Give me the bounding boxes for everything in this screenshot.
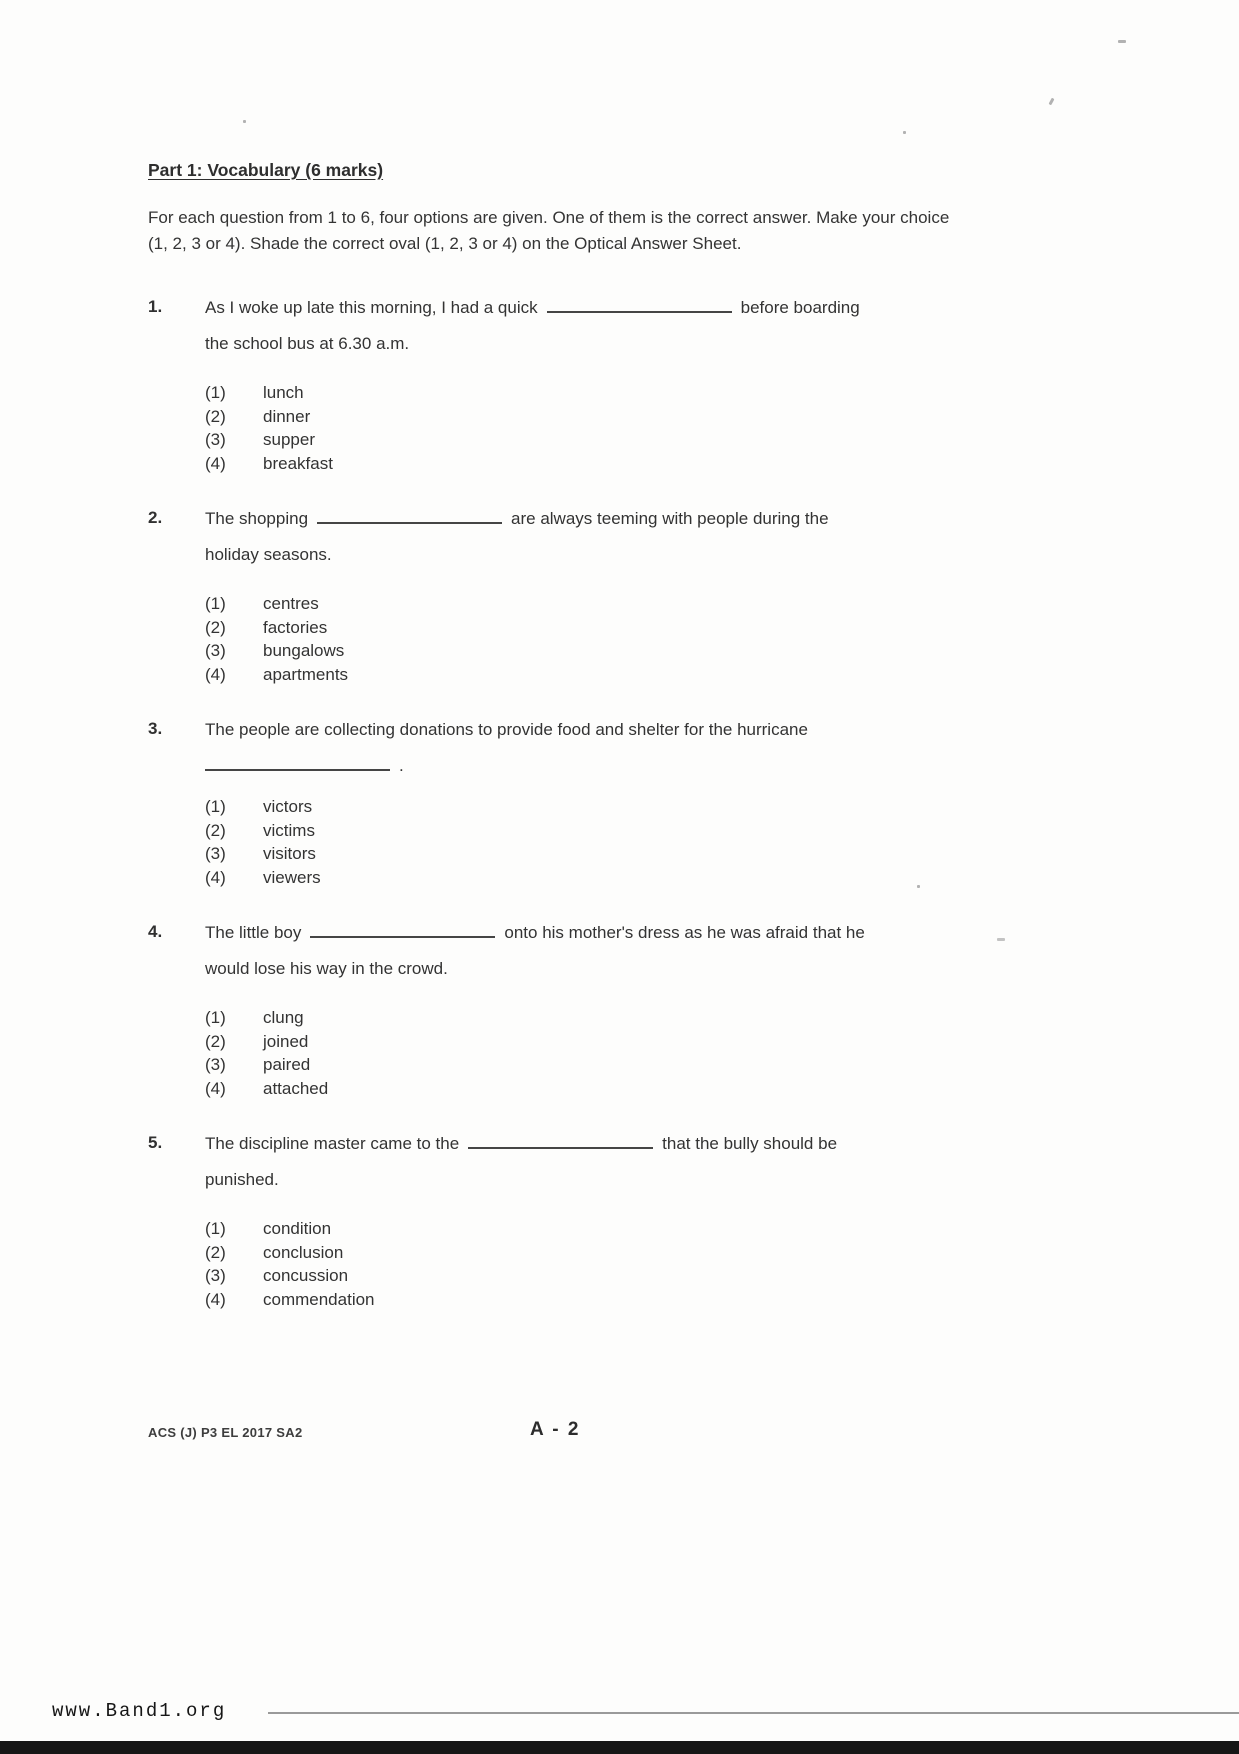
option-text: visitors xyxy=(263,844,316,863)
question-text-line2: would lose his way in the crowd. xyxy=(205,959,448,978)
question-text: The people are collecting donations to provide food and shelter for the hurricane xyxy=(205,720,808,739)
option-row xyxy=(205,819,966,843)
question-4 xyxy=(148,922,966,1100)
question-number: 2. xyxy=(148,508,163,527)
scan-artifact xyxy=(997,938,1005,941)
option-number: (2) xyxy=(205,820,226,840)
question-text-before-blank: The shopping xyxy=(205,509,309,528)
option-text: factories xyxy=(263,617,328,637)
option-number: (3) xyxy=(205,1266,226,1285)
option-text: joined xyxy=(263,1031,309,1051)
option-row xyxy=(205,405,966,429)
option-row xyxy=(205,616,966,640)
question-3 xyxy=(148,719,966,889)
option-text: victims xyxy=(263,820,315,840)
scan-artifact xyxy=(243,120,246,123)
option-number: (4) xyxy=(205,1289,226,1309)
option-number: (4) xyxy=(205,453,226,473)
scan-artifact xyxy=(1118,40,1126,43)
option-text: breakfast xyxy=(263,453,333,473)
option-row xyxy=(205,639,966,663)
question-5 xyxy=(148,1133,966,1311)
section-heading: Part 1: Vocabulary (6 marks) xyxy=(148,160,384,180)
question-text xyxy=(205,297,966,319)
option-row xyxy=(205,866,966,890)
option-number: (1) xyxy=(205,383,226,402)
option-row xyxy=(205,592,966,616)
option-row xyxy=(205,381,966,405)
option-number: (3) xyxy=(205,844,226,863)
option-number: (1) xyxy=(205,594,226,613)
option-number: (2) xyxy=(205,617,226,637)
answer-blank xyxy=(468,1133,653,1149)
option-text: bungalows xyxy=(263,641,345,660)
question-text-line2: holiday seasons. xyxy=(205,545,332,564)
scan-artifact xyxy=(903,131,906,134)
blank-suffix: . xyxy=(399,756,404,775)
option-text: clung xyxy=(263,1008,304,1027)
option-row xyxy=(205,842,966,866)
option-number: (1) xyxy=(205,797,226,816)
option-text: supper xyxy=(263,430,315,449)
question-text-before-blank: The little boy xyxy=(205,923,302,942)
answer-blank xyxy=(205,755,390,771)
question-text-before-blank: As I woke up late this morning, I had a quick xyxy=(205,298,538,317)
option-number: (1) xyxy=(205,1008,226,1027)
question-text-after-blank: are always teeming with people during the xyxy=(511,509,829,528)
option-row xyxy=(205,795,966,819)
option-number: (3) xyxy=(205,1055,226,1074)
option-number: (2) xyxy=(205,1031,226,1051)
answer-blank xyxy=(310,922,495,938)
option-text: commendation xyxy=(263,1289,375,1309)
scan-artifact xyxy=(1049,98,1055,106)
options-list xyxy=(205,592,966,686)
option-row xyxy=(205,1264,966,1288)
option-row xyxy=(205,1288,966,1312)
watermark-text: www.Band1.org xyxy=(52,1700,227,1722)
option-row xyxy=(205,1241,966,1265)
exam-content xyxy=(148,160,966,1447)
question-text xyxy=(205,922,966,944)
question-text-after-blank: that the bully should be xyxy=(662,1134,838,1153)
question-2 xyxy=(148,508,966,686)
question-number: 5. xyxy=(148,1133,163,1152)
answer-blank xyxy=(317,508,502,524)
option-number: (2) xyxy=(205,1242,226,1262)
question-text xyxy=(205,508,966,530)
option-row xyxy=(205,428,966,452)
options-list xyxy=(205,381,966,475)
option-number: (3) xyxy=(205,430,226,449)
question-number: 1. xyxy=(148,297,163,316)
option-text: viewers xyxy=(263,867,321,887)
option-text: lunch xyxy=(263,383,304,402)
option-number: (4) xyxy=(205,664,226,684)
question-blank-line xyxy=(205,755,966,777)
option-row xyxy=(205,663,966,687)
question-text-after-blank: onto his mother's dress as he was afraid that he xyxy=(504,923,865,942)
page-footer xyxy=(148,1419,966,1447)
question-text-before-blank: The discipline master came to the xyxy=(205,1134,460,1153)
option-text: condition xyxy=(263,1219,332,1238)
option-row xyxy=(205,1053,966,1077)
option-text: apartments xyxy=(263,664,349,684)
option-row xyxy=(205,1077,966,1101)
question-text-line2: the school bus at 6.30 a.m. xyxy=(205,334,410,353)
option-text: paired xyxy=(263,1055,311,1074)
option-number: (4) xyxy=(205,867,226,887)
options-list xyxy=(205,1217,966,1311)
option-text: victors xyxy=(263,797,313,816)
option-row xyxy=(205,1006,966,1030)
option-text: conclusion xyxy=(263,1242,344,1262)
scan-edge-line xyxy=(268,1712,1239,1714)
option-row xyxy=(205,452,966,476)
scan-edge-bar xyxy=(0,1741,1239,1754)
section-instructions: For each question from 1 to 6, four options are given. One of them is the correct answer. Make your choice (1, 2, 3 or 4). Shade the correct oval (1, 2, 3 or 4) on the Optical Answer Sheet. xyxy=(148,208,950,253)
page-number: A - 2 xyxy=(530,1419,581,1440)
question-number: 3. xyxy=(148,719,163,738)
option-row xyxy=(205,1217,966,1241)
option-number: (3) xyxy=(205,641,226,660)
option-number: (4) xyxy=(205,1078,226,1098)
option-text: attached xyxy=(263,1078,329,1098)
question-text-after-blank: before boarding xyxy=(740,298,860,317)
options-list xyxy=(205,795,966,889)
option-number: (1) xyxy=(205,1219,226,1238)
option-text: centres xyxy=(263,594,319,613)
exam-code: ACS (J) P3 EL 2017 SA2 xyxy=(148,1425,303,1440)
question-text xyxy=(205,1133,966,1155)
option-number: (2) xyxy=(205,406,226,426)
options-list xyxy=(205,1006,966,1100)
answer-blank xyxy=(547,297,732,313)
option-text: dinner xyxy=(263,406,311,426)
question-text-line2: punished. xyxy=(205,1170,279,1189)
question-number: 4. xyxy=(148,922,163,941)
question-1 xyxy=(148,297,966,475)
option-row xyxy=(205,1030,966,1054)
option-text: concussion xyxy=(263,1266,349,1285)
